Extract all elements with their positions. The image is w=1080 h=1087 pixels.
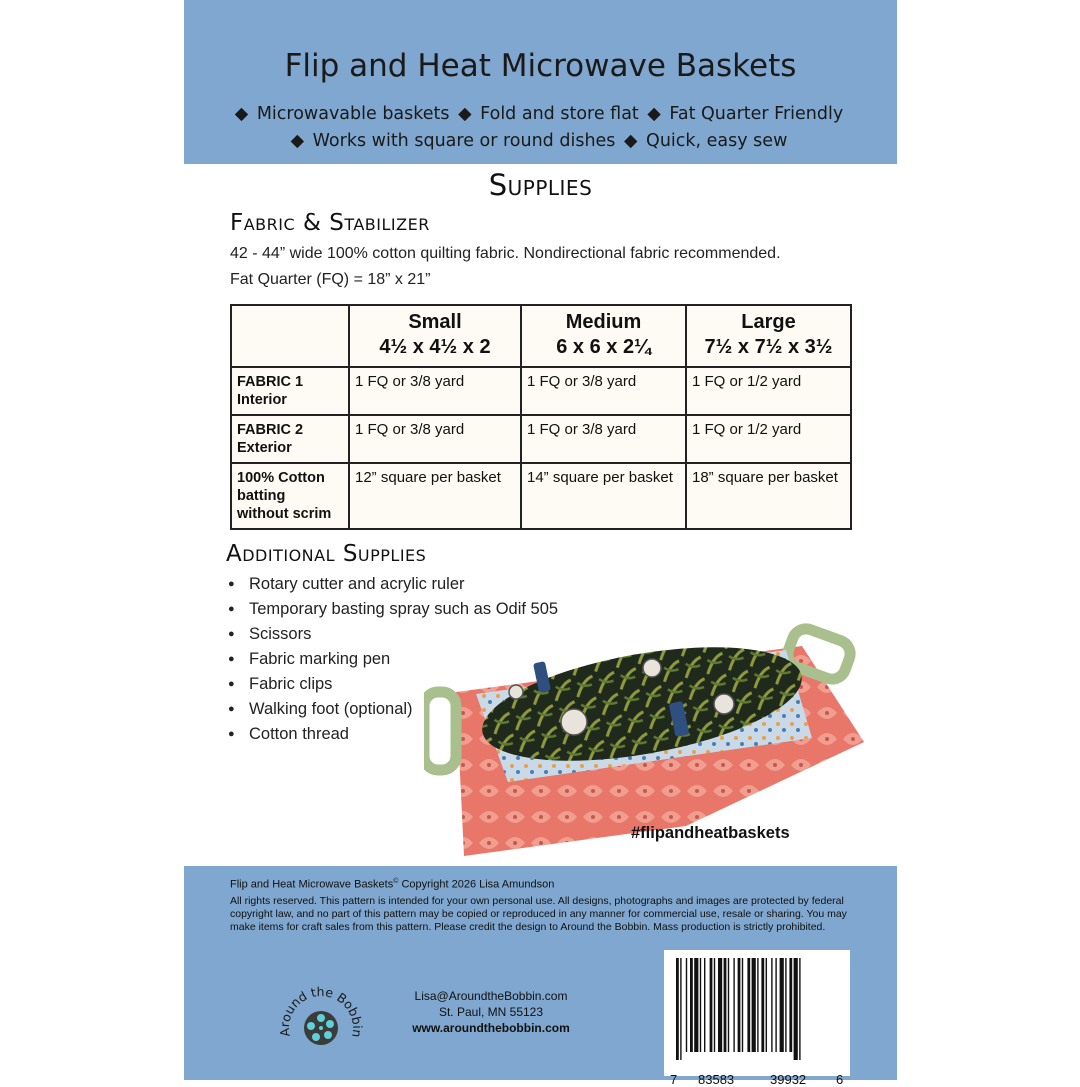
barcode-bar bbox=[747, 958, 750, 1052]
table-cell: 14” square per basket bbox=[521, 463, 686, 529]
pattern-back-cover bbox=[184, 0, 897, 1087]
barcode-bar bbox=[704, 958, 705, 1052]
barcode-bar bbox=[724, 958, 727, 1052]
basket-handle-left bbox=[424, 692, 456, 770]
column-header bbox=[521, 305, 686, 367]
row-label-line: 100% Cotton bbox=[237, 470, 325, 486]
row-label bbox=[231, 367, 349, 415]
barcode-bar bbox=[785, 958, 786, 1052]
barcode-digit: 39932 bbox=[770, 1072, 807, 1087]
barcode bbox=[664, 950, 850, 1087]
bullet-icon: ◆ bbox=[458, 104, 472, 124]
row-label-line: batting bbox=[237, 488, 286, 504]
copyright-title: Flip and Heat Microwave Baskets bbox=[230, 878, 394, 891]
column-size: 6 x 6 x 2¼ bbox=[556, 336, 651, 358]
barcode-bars bbox=[664, 950, 850, 1076]
row-label bbox=[231, 463, 349, 529]
column-header bbox=[686, 305, 851, 367]
barcode-bar bbox=[728, 958, 729, 1052]
barcode-bar bbox=[710, 958, 713, 1052]
column-name: Medium bbox=[565, 311, 642, 333]
list-item-text: Fabric clips bbox=[249, 675, 333, 693]
copyright-mark: © bbox=[393, 878, 399, 885]
bullet-icon: ◆ bbox=[647, 104, 661, 124]
barcode-bar bbox=[690, 958, 693, 1052]
barcode-bar bbox=[738, 958, 741, 1052]
table-row bbox=[231, 415, 851, 463]
bullet-icon: ◆ bbox=[624, 131, 638, 151]
table-cell: 1 FQ or 3/8 yard bbox=[349, 367, 521, 415]
barcode-bar bbox=[700, 958, 701, 1052]
fabric-description: 42 - 44” wide 100% cotton quilting fabric. Nondirectional fabric recommended. bbox=[230, 245, 781, 262]
barcode-bar bbox=[733, 958, 734, 1052]
barcode-bar bbox=[789, 958, 792, 1052]
feature-item: Works with square or round dishes bbox=[312, 131, 616, 151]
barcode-bar bbox=[694, 958, 698, 1052]
table-cell: 12” square per basket bbox=[349, 463, 521, 529]
list-item-text: Temporary basting spray such as Odif 505 bbox=[249, 600, 559, 618]
barcode-bar bbox=[686, 958, 687, 1052]
features-line-1 bbox=[184, 104, 897, 124]
feature-item: Fold and store flat bbox=[480, 104, 639, 124]
column-size: 4½ x 4½ x 2 bbox=[379, 336, 491, 358]
bullet-icon: ● bbox=[228, 653, 235, 665]
list-item-text: Cotton thread bbox=[249, 725, 349, 743]
barcode-bar bbox=[757, 958, 758, 1052]
around-the-bobbin-logo bbox=[276, 966, 366, 1070]
address: St. Paul, MN 55123 bbox=[438, 1005, 544, 1019]
row-label bbox=[231, 415, 349, 463]
list-item-text: Rotary cutter and acrylic ruler bbox=[249, 575, 465, 593]
pattern-title: Flip and Heat Microwave Baskets bbox=[284, 48, 797, 84]
footer-banner bbox=[184, 866, 897, 1087]
features-line-2 bbox=[184, 131, 897, 151]
bullet-icon: ◆ bbox=[234, 104, 249, 124]
barcode-bar bbox=[766, 958, 767, 1052]
bullet-icon: ● bbox=[228, 728, 235, 740]
barcode-bar bbox=[742, 958, 743, 1052]
list-item-text: Fabric marking pen bbox=[249, 650, 391, 668]
list-item bbox=[228, 572, 558, 597]
rights-notice: All rights reserved. This pattern is intended for your own personal use. All designs, photographs and images are protected by federal copyright law, and no part of this pattern may be copied or reproduced in any manner for commercial use, resale or sharing. You may make items for craft sales from this pattern. Please credit the design to Around the Bobbin. Mass production is strictly prohibited. bbox=[230, 895, 847, 933]
logo-text: Around the Bobbin bbox=[276, 984, 366, 1039]
table-cell: 1 FQ or 3/8 yard bbox=[521, 367, 686, 415]
table-corner-cell bbox=[231, 305, 349, 367]
table-cell: 1 FQ or 3/8 yard bbox=[349, 415, 521, 463]
list-item-text: Scissors bbox=[249, 625, 312, 643]
table-cell: 1 FQ or 1/2 yard bbox=[686, 415, 851, 463]
bullet-icon: ● bbox=[228, 703, 235, 715]
feature-item: Microwavable baskets bbox=[256, 104, 450, 124]
contact-block bbox=[398, 988, 584, 1036]
row-label-line: Interior bbox=[237, 392, 287, 408]
fabric-stabilizer-heading: Fabric & Stabilizer bbox=[230, 210, 430, 236]
bullet-icon: ● bbox=[228, 628, 235, 640]
barcode-bar bbox=[680, 958, 681, 1060]
table-cell: 1 FQ or 3/8 yard bbox=[521, 415, 686, 463]
row-label-line: without scrim bbox=[237, 506, 332, 522]
barcode-bar bbox=[794, 958, 798, 1060]
additional-supplies-heading: Additional Supplies bbox=[226, 541, 427, 567]
barcode-bar bbox=[780, 958, 784, 1052]
website-link[interactable]: www.aroundthebobbin.com bbox=[412, 1021, 570, 1035]
barcode-bar bbox=[771, 958, 772, 1052]
barcode-bar bbox=[799, 958, 800, 1060]
fabric-requirements-table bbox=[230, 304, 852, 530]
fat-quarter-note: Fat Quarter (FQ) = 18” x 21” bbox=[230, 271, 431, 288]
bullet-icon: ◆ bbox=[290, 131, 305, 151]
barcode-bar bbox=[752, 958, 756, 1052]
email-link[interactable]: Lisa@AroundtheBobbin.com bbox=[414, 989, 568, 1003]
table-cell: 18” square per basket bbox=[686, 463, 851, 529]
barcode-bar bbox=[761, 958, 764, 1052]
barcode-digit: 7 bbox=[670, 1072, 678, 1087]
copyright-line bbox=[230, 878, 554, 891]
barcode-digit: 6 bbox=[836, 1072, 844, 1087]
table-header-row bbox=[231, 305, 851, 367]
column-size: 7½ x 7½ x 3½ bbox=[704, 336, 833, 358]
supplies-heading: Supplies bbox=[488, 168, 593, 202]
row-label-line: FABRIC 2 bbox=[237, 422, 304, 438]
bullet-icon: ● bbox=[228, 603, 235, 615]
feature-item: Fat Quarter Friendly bbox=[669, 104, 844, 124]
barcode-bar bbox=[775, 958, 776, 1052]
column-header bbox=[349, 305, 521, 367]
header-banner bbox=[184, 0, 897, 164]
bullet-icon: ● bbox=[228, 678, 235, 690]
column-name: Large bbox=[741, 311, 796, 333]
barcode-bar bbox=[714, 958, 715, 1052]
list-item bbox=[228, 597, 558, 622]
table-cell: 1 FQ or 1/2 yard bbox=[686, 367, 851, 415]
row-label-line: Exterior bbox=[237, 440, 292, 456]
row-label-line: FABRIC 1 bbox=[237, 374, 304, 390]
hashtag: #flipandheatbaskets bbox=[631, 824, 790, 842]
barcode-digit: 83583 bbox=[698, 1072, 735, 1087]
list-item-text: Walking foot (optional) bbox=[249, 700, 413, 718]
feature-item: Quick, easy sew bbox=[646, 131, 788, 151]
column-name: Small bbox=[408, 311, 462, 333]
table-row bbox=[231, 463, 851, 529]
barcode-bar bbox=[718, 958, 722, 1052]
copyright-rest: Copyright 2026 Lisa Amundson bbox=[398, 878, 555, 891]
table-row bbox=[231, 367, 851, 415]
bullet-icon: ● bbox=[228, 578, 235, 590]
barcode-bar bbox=[676, 958, 679, 1060]
